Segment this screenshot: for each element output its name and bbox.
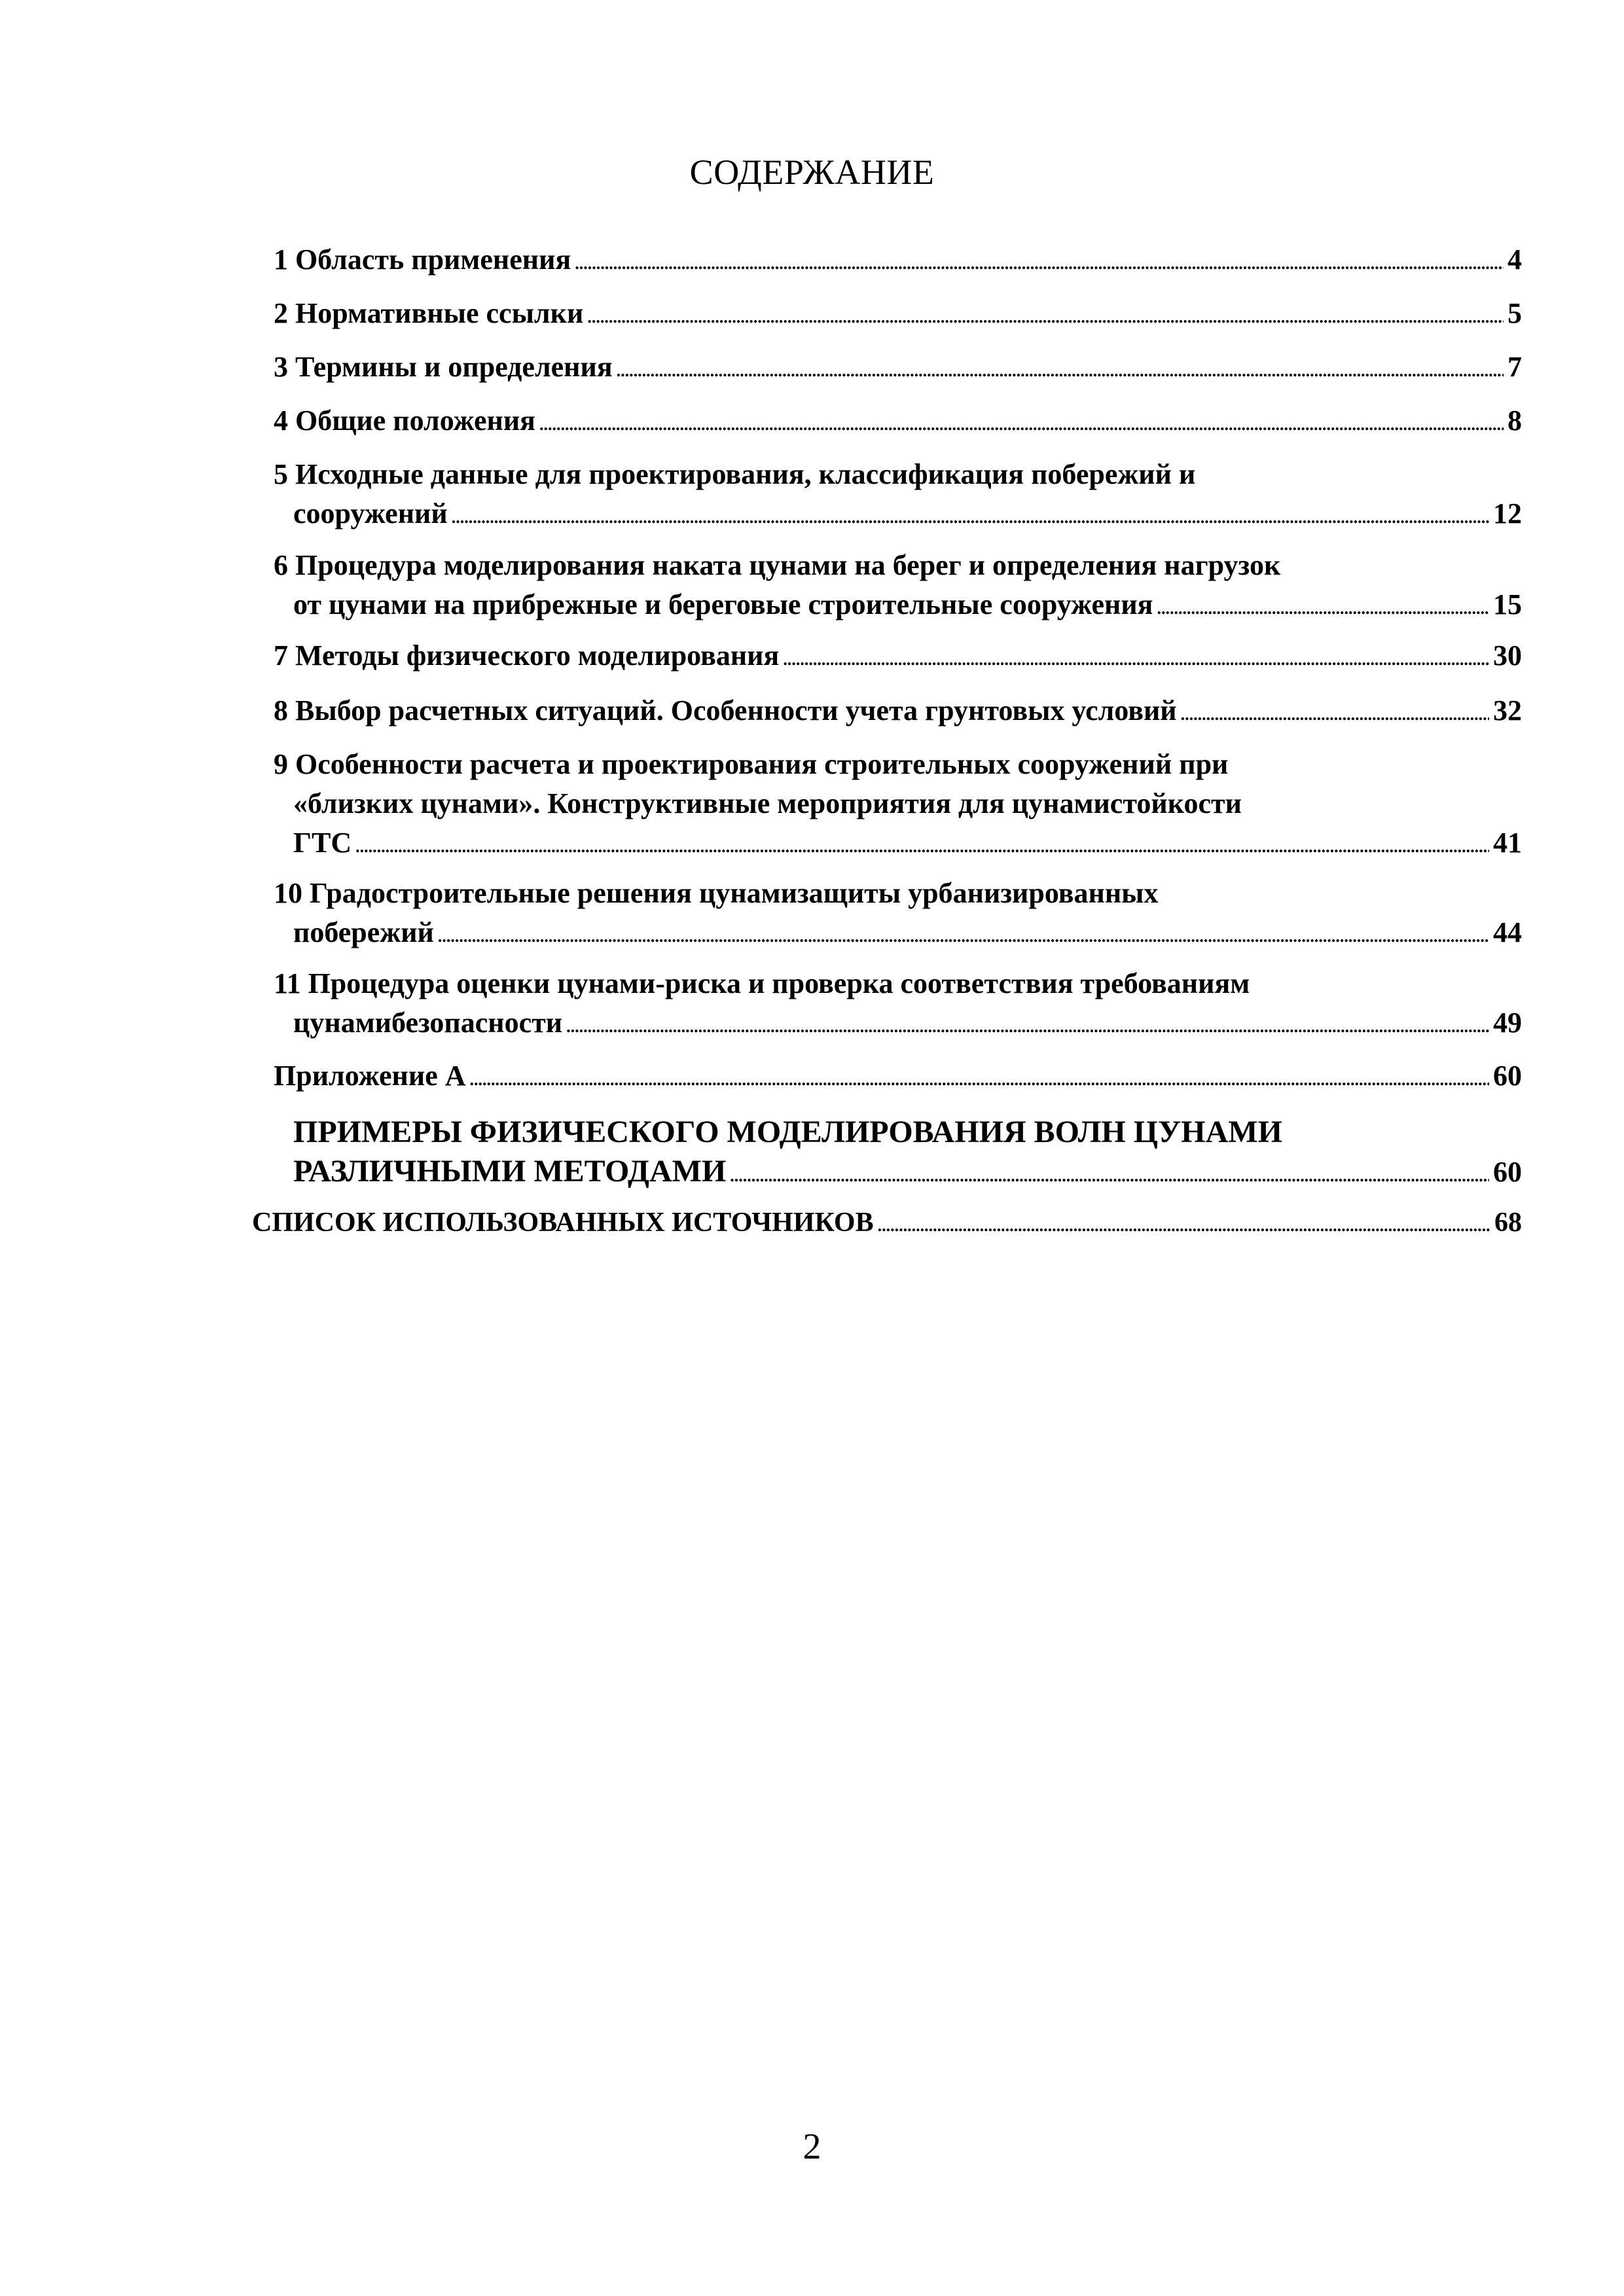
leader-dots [539, 405, 1504, 444]
toc-page-number: 60 [1493, 1060, 1522, 1092]
toc-entry-title-cont: цунамибезопасности [293, 1007, 563, 1039]
leader-dots [566, 1007, 1489, 1047]
toc-entry-title-cont: РАЗЛИЧНЫМИ МЕТОДАМИ [293, 1154, 727, 1189]
toc-entry-2[interactable] [274, 294, 1522, 337]
toc-line [252, 1203, 1522, 1246]
toc-entry-title: 3 Термины и определения [274, 351, 613, 383]
toc-page-number: 15 [1493, 588, 1522, 620]
toc-entry-title: 6 Процедура моделирования наката цунами на берег и определения нагрузок [274, 549, 1281, 581]
toc-page-number: 12 [1493, 497, 1522, 529]
toc-entry-6[interactable] [274, 546, 1522, 628]
toc-entry-title-cont: от цунами на прибрежные и береговые строительные сооружения [293, 588, 1153, 620]
toc-page-number: 68 [1494, 1208, 1522, 1238]
toc-entry-title: 7 Методы физического моделирования [274, 639, 780, 672]
toc-entry-title: ПРИМЕРЫ ФИЗИЧЕСКОГО МОДЕЛИРОВАНИЯ ВОЛН ЦУНАМИ [293, 1115, 1282, 1149]
toc-entry-8[interactable] [274, 691, 1522, 734]
toc-entry-11[interactable] [274, 964, 1522, 1047]
toc-entry-title: 5 Исходные данные для проектирования, классификация побережий и [274, 458, 1196, 490]
toc-entry-title-cont: «близких цунами». Конструктивные мероприятия для цунамистойкости [293, 787, 1242, 819]
toc-line [274, 823, 1522, 867]
leader-dots [878, 1206, 1490, 1246]
toc-entry-4[interactable] [274, 401, 1522, 444]
toc-page-number: 44 [1493, 916, 1522, 948]
leader-dots [617, 351, 1504, 391]
toc-entry-title: 10 Градостроительные решения цунамизащиты урбанизированных [274, 877, 1159, 909]
toc-page-number: 60 [1493, 1156, 1522, 1188]
toc-entry-title: 4 Общие положения [274, 404, 535, 437]
leader-dots [730, 1157, 1489, 1196]
leader-dots [452, 498, 1489, 537]
toc-line [274, 348, 1522, 391]
toc-page-number: 7 [1507, 351, 1522, 383]
toc-line [274, 636, 1522, 679]
toc-entry-title: СПИСОК ИСПОЛЬЗОВАННЫХ ИСТОЧНИКОВ [252, 1208, 874, 1238]
toc-page-number: 8 [1507, 404, 1522, 437]
toc-line [274, 913, 1522, 956]
toc-entry-title: Приложение А [274, 1060, 466, 1092]
toc-entry-10[interactable] [274, 874, 1522, 956]
toc-entry-title: 11 Процедура оценки цунами-риска и проверка соответствия требованиям [274, 967, 1250, 999]
toc-entry-title: 8 Выбор расчетных ситуаций. Особенности учета грунтовых условий [274, 694, 1177, 726]
toc-entry-appendix-title[interactable] [274, 1113, 1522, 1196]
leader-dots [1181, 695, 1489, 734]
toc-entry-title-cont: побережий [293, 916, 434, 948]
toc-line [274, 294, 1522, 337]
leader-dots [438, 917, 1489, 956]
toc-page-number: 30 [1493, 639, 1522, 672]
toc-page-number: 5 [1507, 297, 1522, 329]
leader-dots [355, 827, 1489, 867]
toc-entry-title: 1 Область применения [274, 243, 571, 276]
toc-entry-title: 9 Особенности расчета и проектирования строительных сооружений при [274, 748, 1229, 780]
toc-line [274, 1152, 1522, 1196]
toc-page-number: 32 [1493, 694, 1522, 726]
toc-entry-appendix-a[interactable] [274, 1056, 1522, 1100]
toc-entry-7[interactable] [274, 636, 1522, 679]
toc-entry-1[interactable] [274, 240, 1522, 283]
leader-dots [575, 244, 1504, 283]
toc-entry-title-cont: сооружений [293, 497, 448, 529]
leader-dots [470, 1060, 1490, 1100]
toc-line [274, 585, 1522, 628]
toc-line [274, 240, 1522, 283]
toc-page-number: 49 [1493, 1007, 1522, 1039]
toc-page-number: 41 [1493, 827, 1522, 859]
leader-dots [1157, 589, 1490, 628]
toc-page-number: 4 [1507, 243, 1522, 276]
toc-line [274, 1056, 1522, 1100]
toc-entry-sources[interactable] [252, 1203, 1522, 1246]
leader-dots [783, 640, 1489, 679]
toc-entry-9[interactable] [274, 745, 1522, 867]
toc-entry-title: 2 Нормативные ссылки [274, 297, 584, 329]
page-title: СОДЕРЖАНИЕ [689, 152, 935, 192]
toc-entry-title-cont: ГТС [293, 827, 352, 859]
toc-line [274, 1003, 1522, 1047]
toc-line [274, 494, 1522, 537]
page-number: 2 [803, 2126, 821, 2167]
toc-entry-3[interactable] [274, 348, 1522, 391]
toc-line [274, 401, 1522, 444]
toc-line [274, 691, 1522, 734]
leader-dots [587, 298, 1504, 337]
toc-entry-5[interactable] [274, 455, 1522, 537]
